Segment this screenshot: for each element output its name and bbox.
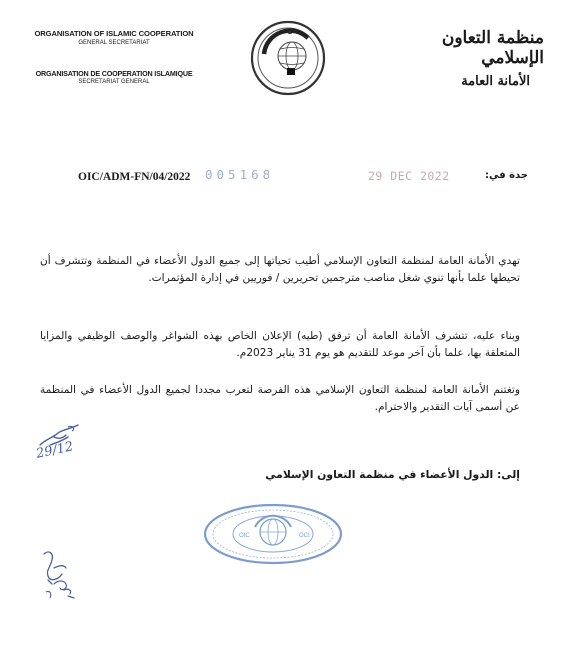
stamp-date: 29 DEC 2022 xyxy=(368,169,450,183)
org-name-arabic xyxy=(384,28,544,89)
official-seal-icon xyxy=(203,503,343,565)
svg-text:OIC: OIC xyxy=(239,533,250,539)
addressee-line: إلى: الدول الأعضاء في منظمة التعاون الإسلامي xyxy=(265,468,520,481)
org-name-english xyxy=(34,30,194,46)
handwritten-date: 29/12 xyxy=(34,439,75,462)
secretariat-fr: SECRETARIAT GENERAL xyxy=(78,79,150,86)
org-title-en: ORGANISATION OF ISLAMIC COOPERATION xyxy=(34,29,194,38)
org-name-french xyxy=(28,70,200,85)
secretariat-en: GENERAL SECRETARIAT xyxy=(78,39,150,46)
org-title-fr: ORGANISATION DE COOPERATION ISLAMIQUE xyxy=(35,69,193,78)
paragraph-3: وتغتنم الأمانة العامة لمنظمة التعاون الإسلامي هذه الفرصة لتعرب مجددا لجميع الدول الأعضاء في المنظمة عن أسمى آيات التقدير والاحترام. xyxy=(40,384,520,413)
stamp-number: 005168 xyxy=(205,167,275,182)
svg-text:OCI: OCI xyxy=(299,533,310,539)
reference-number: OIC/ADM-FN/04/2022 xyxy=(78,171,191,183)
secretariat-ar: الأمانة العامة xyxy=(461,74,530,89)
handwritten-initials-2 xyxy=(34,540,94,606)
handwritten-initials-1 xyxy=(28,415,98,475)
date-label: جدة في: xyxy=(484,170,528,181)
oic-logo-icon xyxy=(250,20,326,96)
org-title-ar: منظمة التعاون الإسلامي xyxy=(441,28,544,68)
paragraph-1: تهدي الأمانة العامة لمنظمة التعاون الإسلامي أطيب تحياتها إلى جميع الدول الأعضاء في المنظمة وتتشرف أن تحيطها علما بأنها تنوي شغل مناصب مترجمين تحريرين / فوريين في إدارة المؤتمرات. xyxy=(40,255,520,284)
paragraph-2: وبناء عليه، تتشرف الأمانة العامة أن ترفق (طيه) الإعلان الخاص بهذه الشواغر والوصف الوظيفي والمزايا المتعلقة بها، علما بأن آخر موعد للتقديم هو يوم 31 يناير 2023م. xyxy=(40,330,520,359)
